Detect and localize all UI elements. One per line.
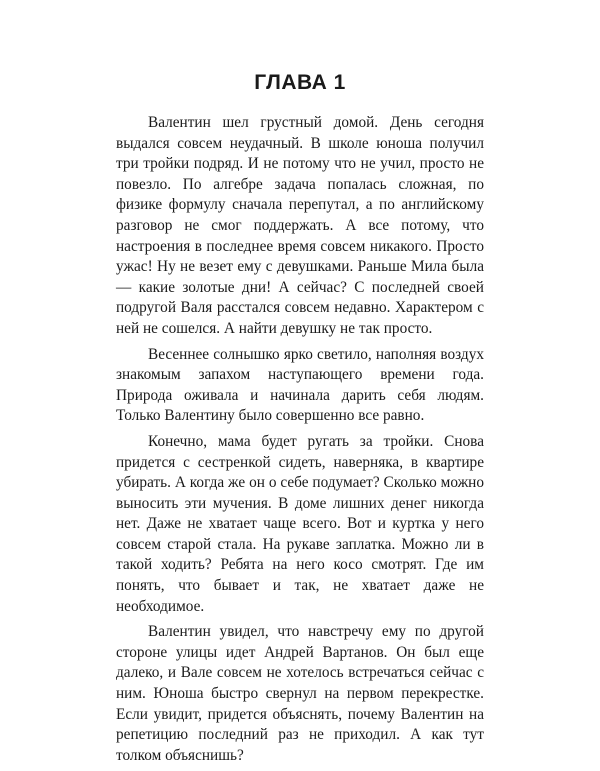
chapter-title: ГЛАВА 1: [254, 71, 346, 94]
paragraph-4: Валентин увидел, что навстречу ему по другой стороне улицы идет Андрей Вартанов. Он был еще далеко, и Вале совсем не хотелось встречаться сейчас с ним. Юноша быстро свернул на первом перекрестке. Если увидит, придется объяснять, почему Валентин на репетицию последний раз не приходил. А как тут толком объяснишь?: [116, 623, 484, 764]
paragraph-2: Весеннее солнышко ярко светило, наполняя воздух знакомым запахом наступающего времени года. Природа оживала и начинала дарить себя людям. Только Валентину было совершенно все равно.: [116, 345, 484, 425]
paragraph-1: Валентин шел грустный домой. День сегодня выдался совсем неудачный. В школе юноша получил три тройки подряд. И не потому что не учил, просто не повезло. По алгебре задача попалась сложная, по физике формулу сначала перепутал, а по английскому разговор не смог поддержать. А все потому, что настроения в последнее время совсем никакого. Просто ужас! Ну не везет ему с девушками. Раньше Мила была — какие золотые дни! А сейчас? С последней своей подругой Валя расстался совсем недавно. Характером с ней не сошелся. А найти девушку не так просто.: [116, 114, 484, 337]
book-page: [116, 70, 484, 771]
paragraph-3: Конечно, мама будет ругать за тройки. Снова придется с сестренкой сидеть, наверняка, в квартире убирать. А когда же он о себе подумает? Сколько можно выносить эти мучения. В доме лишних денег никогда нет. Даже не хватает чаще всего. Вот и куртка у него совсем старой стала. На рукаве заплатка. Можно ли в такой ходить? Ребята на него косо смотрят. Где им понять, что бывает и так, не хватает даже не необходимое.: [116, 432, 484, 615]
